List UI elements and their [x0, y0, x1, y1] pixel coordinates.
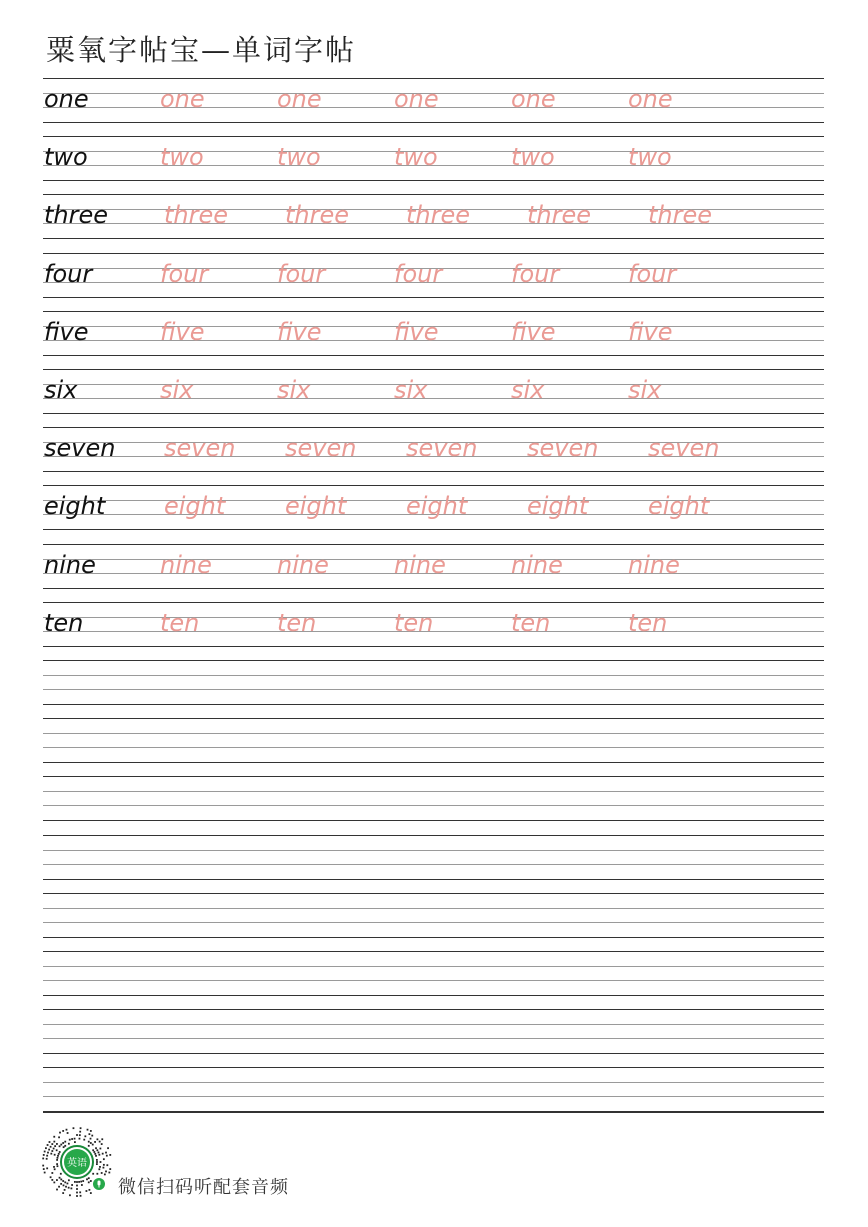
- guide-line: [43, 980, 824, 981]
- model-word: ten: [44, 608, 84, 637]
- guide-line: [43, 864, 824, 865]
- trace-word: nine: [511, 550, 563, 579]
- trace-word: three: [285, 201, 350, 230]
- trace-word: four: [511, 259, 560, 288]
- guide-line: [43, 1067, 824, 1068]
- word-row: [43, 544, 824, 602]
- guide-line: [43, 835, 824, 836]
- trace-word: ten: [628, 608, 668, 637]
- page-title: 粟氧字帖宝—单词字帖: [46, 33, 357, 67]
- guide-line: [43, 1053, 824, 1054]
- trace-word: four: [160, 259, 209, 288]
- word-row: [43, 311, 824, 369]
- trace-word: eight: [285, 492, 347, 521]
- trace-word: four: [628, 259, 677, 288]
- trace-word: one: [628, 85, 673, 113]
- trace-word: ten: [511, 608, 551, 637]
- guide-line: [43, 791, 824, 792]
- guide-line: [43, 689, 824, 690]
- guide-line: [43, 1082, 824, 1083]
- trace-word: seven: [648, 434, 720, 463]
- trace-word: six: [394, 376, 428, 404]
- footer-caption: 微信扫码听配套音频: [118, 1177, 289, 1198]
- guide-line: [43, 733, 824, 734]
- word-row: [43, 369, 824, 427]
- trace-word: seven: [406, 434, 478, 463]
- guide-line: [43, 805, 824, 806]
- model-word: five: [44, 317, 89, 346]
- qr-badge-label: 英语: [67, 1158, 87, 1169]
- model-word: six: [44, 376, 78, 404]
- trace-word: five: [160, 317, 205, 346]
- guide-line: [43, 937, 824, 938]
- trace-word: two: [511, 143, 555, 172]
- trace-word: one: [160, 85, 205, 113]
- guide-line: [43, 704, 824, 705]
- guide-line: [43, 1038, 824, 1039]
- trace-word: nine: [160, 550, 212, 579]
- word-row: [43, 194, 824, 252]
- guide-line: [43, 951, 824, 952]
- word-row: [43, 253, 824, 311]
- guide-line: [43, 879, 824, 880]
- trace-word: four: [277, 259, 326, 288]
- word-row: [43, 136, 824, 194]
- model-word: nine: [44, 550, 96, 579]
- guide-line: [43, 718, 824, 719]
- trace-word: ten: [394, 608, 434, 637]
- guide-line: [43, 776, 824, 777]
- trace-word: six: [511, 376, 545, 404]
- trace-word: nine: [628, 550, 680, 579]
- trace-word: five: [394, 317, 439, 346]
- trace-word: ten: [277, 608, 317, 637]
- model-word: one: [44, 85, 89, 113]
- guide-line: [43, 995, 824, 996]
- trace-word: six: [160, 376, 194, 404]
- trace-word: three: [648, 201, 713, 230]
- word-row: [43, 485, 824, 543]
- trace-word: five: [628, 317, 673, 346]
- trace-word: eight: [527, 492, 589, 521]
- trace-word: six: [628, 376, 662, 404]
- practice-sheet: [43, 78, 824, 1118]
- trace-word: one: [277, 85, 322, 113]
- guide-line: [43, 1009, 824, 1010]
- guide-line: [43, 762, 824, 763]
- guide-line: [43, 660, 824, 661]
- trace-word: two: [394, 143, 438, 172]
- guide-line: [43, 908, 824, 909]
- model-word: two: [44, 143, 88, 172]
- model-word: seven: [44, 434, 116, 463]
- word-row: [43, 427, 824, 485]
- trace-word: five: [277, 317, 322, 346]
- trace-word: three: [164, 201, 229, 230]
- trace-word: eight: [406, 492, 468, 521]
- word-row: [43, 78, 824, 136]
- trace-word: nine: [277, 550, 329, 579]
- trace-word: nine: [394, 550, 446, 579]
- guide-line: [43, 850, 824, 851]
- guide-line: [43, 922, 824, 923]
- guide-line: [43, 820, 824, 821]
- trace-word: two: [160, 143, 204, 172]
- trace-word: two: [277, 143, 321, 172]
- trace-word: one: [394, 85, 439, 113]
- trace-word: seven: [527, 434, 599, 463]
- trace-word: four: [394, 259, 443, 288]
- guide-line: [43, 675, 824, 676]
- guide-line: [43, 1096, 824, 1097]
- qr-code[interactable]: [42, 1127, 112, 1197]
- trace-word: seven: [285, 434, 357, 463]
- guide-line: [43, 893, 824, 894]
- trace-word: three: [527, 201, 592, 230]
- trace-word: three: [406, 201, 471, 230]
- trace-word: one: [511, 85, 556, 113]
- guide-line: [43, 1024, 824, 1025]
- trace-word: eight: [164, 492, 226, 521]
- trace-word: two: [628, 143, 672, 172]
- guide-line: [43, 747, 824, 748]
- guide-line: [43, 966, 824, 967]
- trace-word: seven: [164, 434, 236, 463]
- model-word: eight: [44, 492, 106, 521]
- trace-word: five: [511, 317, 556, 346]
- model-word: three: [44, 201, 109, 230]
- model-word: four: [44, 259, 93, 288]
- trace-word: ten: [160, 608, 200, 637]
- trace-word: six: [277, 376, 311, 404]
- guide-line: [43, 1112, 824, 1113]
- word-row: [43, 602, 824, 660]
- trace-word: eight: [648, 492, 710, 521]
